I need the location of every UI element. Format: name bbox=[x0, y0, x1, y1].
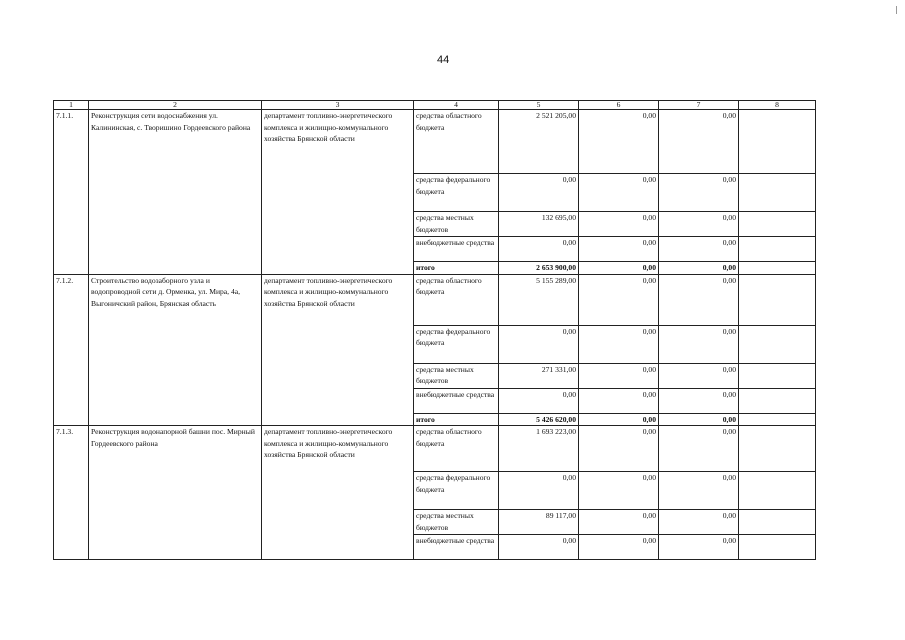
amount-col7: 0,00 bbox=[659, 237, 739, 262]
column-header: 8 bbox=[739, 101, 816, 110]
amount-col5: 2 653 900,00 bbox=[499, 262, 579, 275]
amount-col6: 0,00 bbox=[579, 426, 659, 472]
amount-col8 bbox=[739, 426, 816, 472]
amount-col6: 0,00 bbox=[579, 388, 659, 413]
project-name: Реконструкция водонапорной башни пос. Мирный Гордеевского района bbox=[89, 426, 262, 560]
amount-col7: 0,00 bbox=[659, 535, 739, 560]
project-name: Строительство водозаборного узла и водопроводной сети д. Орменка, ул. Мира, 4а, Выгоничский район, Брянская область bbox=[89, 274, 262, 426]
scan-edge-mark bbox=[896, 6, 897, 14]
amount-col5: 89 117,00 bbox=[499, 510, 579, 535]
page-number: 44 bbox=[437, 54, 450, 66]
amount-col6: 0,00 bbox=[579, 110, 659, 174]
amount-col5: 0,00 bbox=[499, 237, 579, 262]
column-header: 3 bbox=[262, 101, 414, 110]
column-header: 2 bbox=[89, 101, 262, 110]
amount-col8 bbox=[739, 535, 816, 560]
funding-source: итого bbox=[414, 262, 499, 275]
amount-col5: 0,00 bbox=[499, 325, 579, 363]
amount-col5: 0,00 bbox=[499, 174, 579, 212]
amount-col8 bbox=[739, 510, 816, 535]
amount-col5: 2 521 205,00 bbox=[499, 110, 579, 174]
column-header: 1 bbox=[54, 101, 89, 110]
header-row bbox=[54, 101, 816, 110]
amount-col5: 1 693 223,00 bbox=[499, 426, 579, 472]
amount-col8 bbox=[739, 325, 816, 363]
amount-col7: 0,00 bbox=[659, 325, 739, 363]
project-name: Реконструкция сети водоснабжения ул. Калининская, с. Творишино Гордеевского района bbox=[89, 110, 262, 275]
amount-col8 bbox=[739, 262, 816, 275]
amount-col7: 0,00 bbox=[659, 274, 739, 325]
amount-col6: 0,00 bbox=[579, 535, 659, 560]
funding-source: средства областного бюджета bbox=[414, 426, 499, 472]
amount-col5: 5 155 289,00 bbox=[499, 274, 579, 325]
amount-col6: 0,00 bbox=[579, 413, 659, 426]
amount-col6: 0,00 bbox=[579, 510, 659, 535]
amount-col5: 5 426 620,00 bbox=[499, 413, 579, 426]
amount-col7: 0,00 bbox=[659, 426, 739, 472]
amount-col7: 0,00 bbox=[659, 262, 739, 275]
responsible-department: департамент топливно-энергетического комплекса и жилищно-коммунального хозяйства Брянской области bbox=[262, 426, 414, 560]
funding-source: внебюджетные средства bbox=[414, 535, 499, 560]
amount-col6: 0,00 bbox=[579, 325, 659, 363]
project-number: 7.1.2. bbox=[54, 274, 89, 426]
funding-source: средства федерального бюджета bbox=[414, 325, 499, 363]
amount-col7: 0,00 bbox=[659, 174, 739, 212]
column-header: 7 bbox=[659, 101, 739, 110]
amount-col6: 0,00 bbox=[579, 212, 659, 237]
funding-source: внебюджетные средства bbox=[414, 237, 499, 262]
amount-col6: 0,00 bbox=[579, 174, 659, 212]
amount-col6: 0,00 bbox=[579, 262, 659, 275]
funding-source: средства местных бюджетов bbox=[414, 363, 499, 388]
column-header: 5 bbox=[499, 101, 579, 110]
table-row bbox=[54, 426, 816, 472]
funding-source: внебюджетные средства bbox=[414, 388, 499, 413]
amount-col7: 0,00 bbox=[659, 413, 739, 426]
amount-col8 bbox=[739, 472, 816, 510]
funding-source: средства местных бюджетов bbox=[414, 510, 499, 535]
amount-col7: 0,00 bbox=[659, 472, 739, 510]
amount-col8 bbox=[739, 388, 816, 413]
amount-col5: 132 695,00 bbox=[499, 212, 579, 237]
amount-col8 bbox=[739, 413, 816, 426]
table-row bbox=[54, 274, 816, 325]
amount-col5: 0,00 bbox=[499, 472, 579, 510]
amount-col6: 0,00 bbox=[579, 274, 659, 325]
amount-col8 bbox=[739, 363, 816, 388]
amount-col6: 0,00 bbox=[579, 237, 659, 262]
funding-source: средства областного бюджета bbox=[414, 274, 499, 325]
amount-col7: 0,00 bbox=[659, 510, 739, 535]
amount-col8 bbox=[739, 212, 816, 237]
funding-source: средства федерального бюджета bbox=[414, 174, 499, 212]
amount-col5: 271 331,00 bbox=[499, 363, 579, 388]
amount-col7: 0,00 bbox=[659, 388, 739, 413]
amount-col8 bbox=[739, 110, 816, 174]
amount-col8 bbox=[739, 274, 816, 325]
amount-col7: 0,00 bbox=[659, 212, 739, 237]
project-number: 7.1.1. bbox=[54, 110, 89, 275]
funding-source: итого bbox=[414, 413, 499, 426]
funding-table bbox=[53, 100, 816, 560]
table-row bbox=[54, 110, 816, 174]
column-header: 6 bbox=[579, 101, 659, 110]
amount-col5: 0,00 bbox=[499, 535, 579, 560]
amount-col8 bbox=[739, 237, 816, 262]
funding-source: средства областного бюджета bbox=[414, 110, 499, 174]
column-header: 4 bbox=[414, 101, 499, 110]
responsible-department: департамент топливно-энергетического комплекса и жилищно-коммунального хозяйства Брянской области bbox=[262, 110, 414, 275]
amount-col7: 0,00 bbox=[659, 110, 739, 174]
amount-col8 bbox=[739, 174, 816, 212]
amount-col6: 0,00 bbox=[579, 472, 659, 510]
project-number: 7.1.3. bbox=[54, 426, 89, 560]
funding-source: средства федерального бюджета bbox=[414, 472, 499, 510]
amount-col5: 0,00 bbox=[499, 388, 579, 413]
responsible-department: департамент топливно-энергетического комплекса и жилищно-коммунального хозяйства Брянской области bbox=[262, 274, 414, 426]
amount-col7: 0,00 bbox=[659, 363, 739, 388]
amount-col6: 0,00 bbox=[579, 363, 659, 388]
funding-source: средства местных бюджетов bbox=[414, 212, 499, 237]
